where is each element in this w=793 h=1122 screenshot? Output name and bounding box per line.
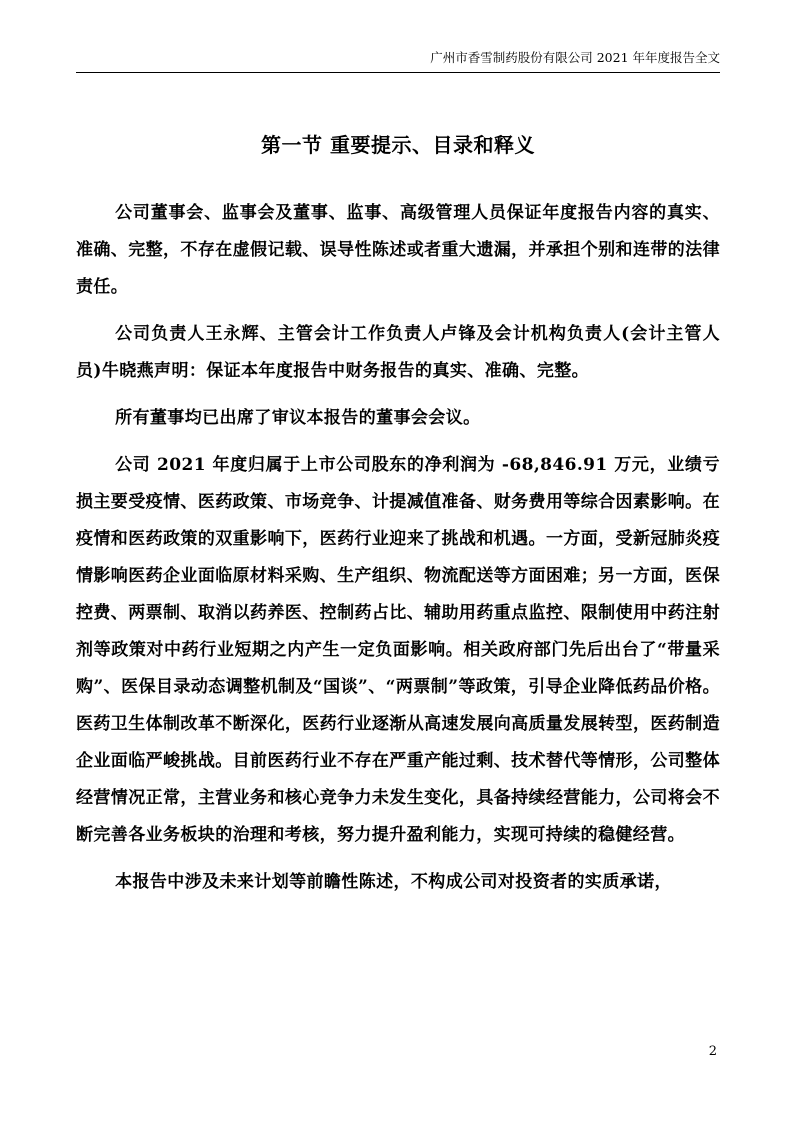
paragraph-executives-declaration: 公司负责人王永辉、主管会计工作负责人卢锋及会计机构负责人(会计主管人员)牛晓燕声明：保证本年度报告中财务报告的真实、准确、完整。 bbox=[76, 324, 720, 381]
paragraph-net-profit-explanation: 公司 2021 年度归属于上市公司股东的净利润为 -68,846.91 万元，业绩亏损主要受疫情、医药政策、市场竞争、计提减值准备、财务费用等综合因素影响。在疫情和医药政策的双重影响下，医药行业迎来了挑战和机遇。一方面，受新冠肺炎疫情影响医药企业面临原材料采购、生产组织、物流配送等方面困难；另一方面，医保控费、两票制、取消以药养医、控制药占比、辅助用药重点监控、限制使用中药注射剂等政策对中药行业短期之内产生一定负面影响。相关政府部门先后出台了“带量采购”、医保目录动态调整机制及“国谈”、“两票制”等政策，引导企业降低药品价格。医药卫生体制改革不断深化，医药行业逐渐从高速发展向高质量发展转型，医药制造企业面临严峻挑战。目前医药行业不存在严重产能过剩、技术替代等情形，公司整体经营情况正常，主营业务和核心竞争力未发生变化，具备持续经营能力，公司将会不断完善各业务板块的治理和考核，努力提升盈利能力，实现可持续的稳健经营。 bbox=[76, 455, 720, 845]
running-header: 广州市香雪制药股份有限公司 2021 年年度报告全文 bbox=[76, 50, 720, 73]
paragraph-responsibility-statement: 公司董事会、监事会及董事、监事、高级管理人员保证年度报告内容的真实、准确、完整，不存在虚假记载、误导性陈述或者重大遗漏，并承担个别和连带的法律责任。 bbox=[76, 203, 720, 297]
body-text bbox=[76, 195, 720, 911]
page-number: 2 bbox=[708, 1044, 717, 1059]
paragraph-forward-looking-statement: 本报告中涉及未来计划等前瞻性陈述，不构成公司对投资者的实质承诺， bbox=[115, 872, 672, 892]
section-title: 第一节 重要提示、目录和释义 bbox=[261, 133, 535, 157]
paragraph-board-attendance: 所有董事均已出席了审议本报告的董事会会议。 bbox=[115, 408, 481, 428]
